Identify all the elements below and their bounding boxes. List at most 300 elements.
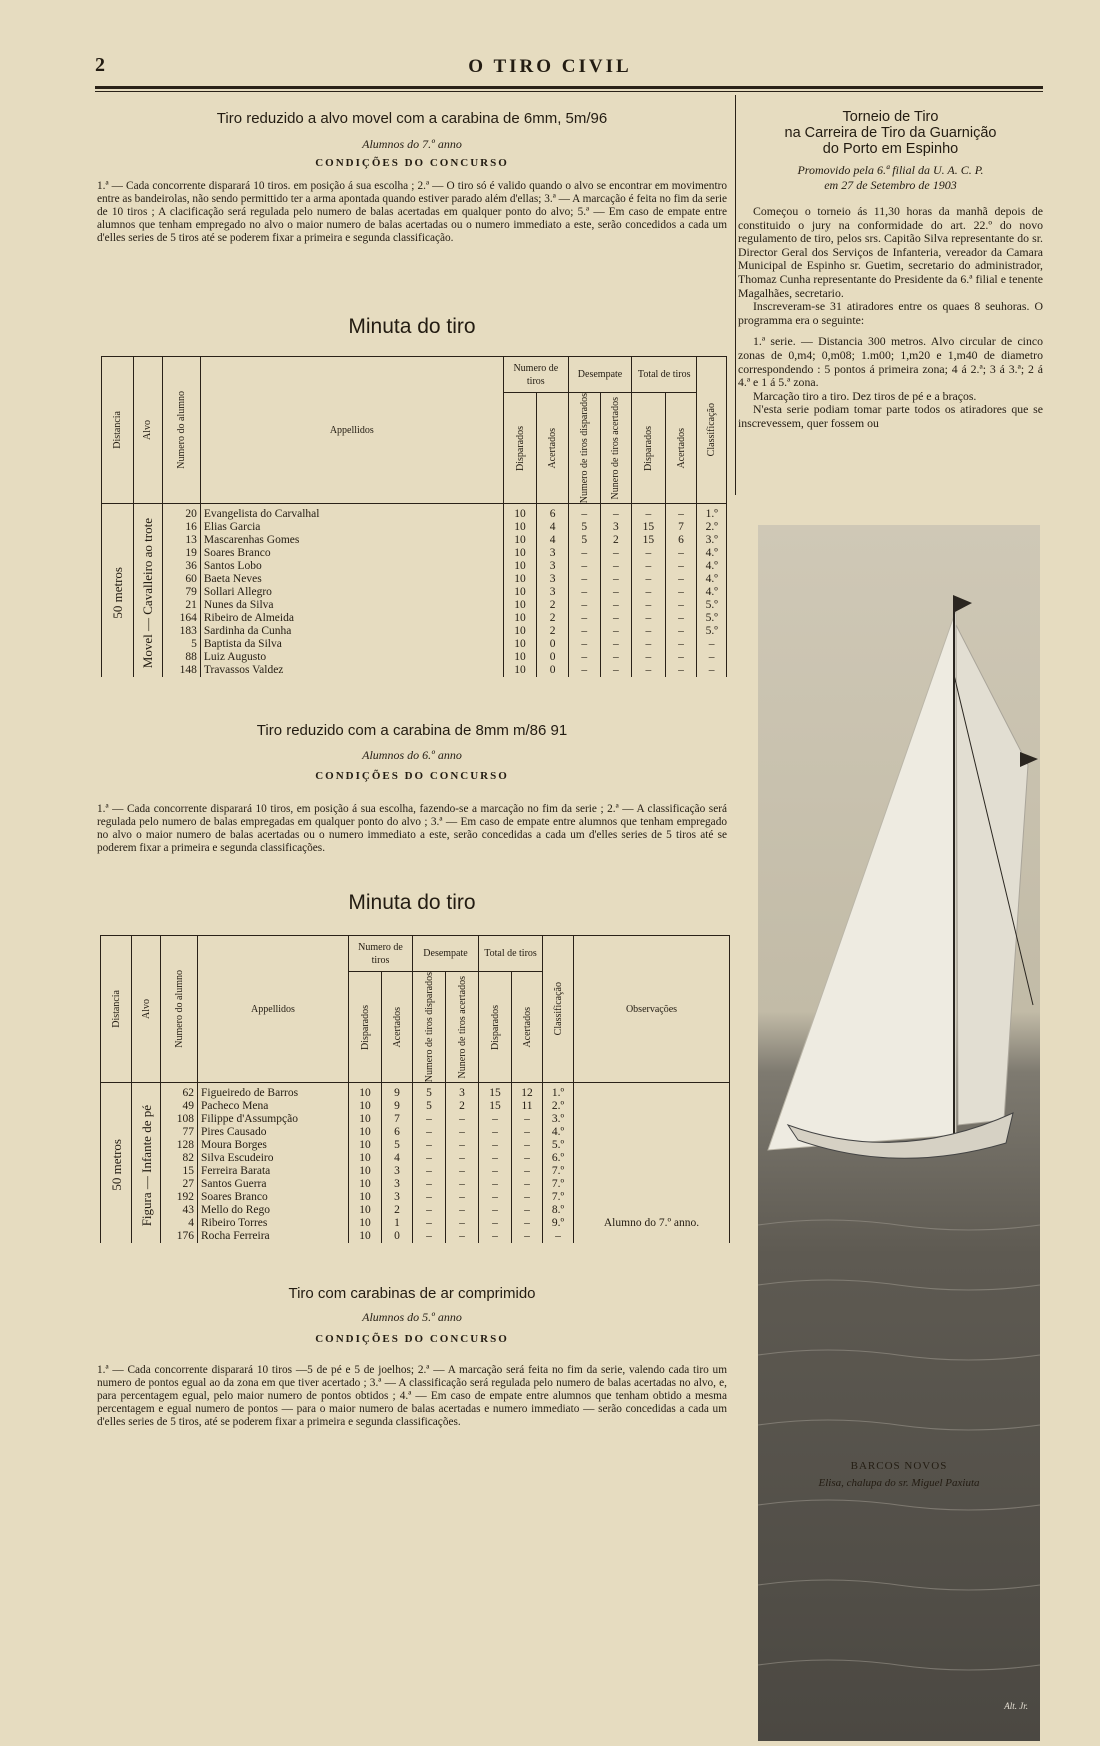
score-cell: – xyxy=(600,664,632,677)
col-acertados: Acertados xyxy=(547,427,559,469)
score-cell: 4 xyxy=(537,534,569,547)
header-rule xyxy=(95,86,1043,89)
alvo-cell xyxy=(132,1083,161,1244)
table-row xyxy=(101,1126,730,1139)
score-cell: – xyxy=(600,504,632,522)
score-cell: 2.º xyxy=(697,521,727,534)
newspaper-title: O TIRO CIVIL xyxy=(468,56,632,77)
score-cell xyxy=(574,1100,730,1113)
section3-title: Tiro com carabinas de ar comprimido xyxy=(288,1285,536,1302)
alumno-name: Pires Causado xyxy=(198,1126,349,1139)
score-cell: 1 xyxy=(382,1217,413,1230)
score-cell: – xyxy=(632,625,666,638)
table-row xyxy=(101,1217,730,1230)
score-cell: – xyxy=(446,1217,479,1230)
score-cell: – xyxy=(413,1204,446,1217)
score-cell: – xyxy=(600,547,632,560)
score-cell: – xyxy=(568,664,600,677)
col-total-disparados: Disparados xyxy=(642,425,654,471)
score-cell: 10 xyxy=(349,1204,382,1217)
score-cell: – xyxy=(665,599,697,612)
score-cell: 4.º xyxy=(697,547,727,560)
score-cell: – xyxy=(512,1126,543,1139)
score-cell: – xyxy=(446,1113,479,1126)
score-cell: – xyxy=(479,1230,512,1243)
alumno-name: Rocha Ferreira xyxy=(198,1230,349,1243)
table-row xyxy=(102,599,727,612)
photo-caption-text: Elisa, chalupa do sr. Miguel Paxiuta xyxy=(818,1477,980,1489)
score-cell: – xyxy=(512,1165,543,1178)
col-alvo: Alvo xyxy=(142,420,154,441)
score-cell: 10 xyxy=(503,664,537,677)
score-cell: – xyxy=(479,1152,512,1165)
score-cell: – xyxy=(446,1230,479,1243)
alumno-number: 5 xyxy=(163,638,201,651)
col-distancia: Distancia xyxy=(110,990,122,1029)
score-cell: 12 xyxy=(512,1083,543,1101)
alumno-name: Filippe d'Assumpção xyxy=(198,1113,349,1126)
score-cell: – xyxy=(600,573,632,586)
score-cell: 10 xyxy=(349,1113,382,1126)
score-cell xyxy=(574,1230,730,1243)
photo-signature: Alt. Jr. xyxy=(1004,1701,1028,1711)
score-cell: 15 xyxy=(479,1100,512,1113)
table-row xyxy=(102,547,727,560)
score-cell: 10 xyxy=(503,586,537,599)
alumno-name: Figueiredo de Barros xyxy=(198,1083,349,1101)
score-cell: 7.º xyxy=(543,1165,574,1178)
score-cell: – xyxy=(697,638,727,651)
score-cell: 10 xyxy=(503,521,537,534)
score-cell: 7.º xyxy=(543,1191,574,1204)
col-numero-tiros: Numero de tiros xyxy=(349,936,413,972)
sidebar-promo-line2: em 27 de Setembro de 1903 xyxy=(824,178,957,192)
score-cell: – xyxy=(446,1178,479,1191)
score-cell: 5.º xyxy=(697,625,727,638)
score-cell: – xyxy=(568,651,600,664)
sailboat-photo xyxy=(758,525,1040,1741)
score-cell: 10 xyxy=(503,651,537,664)
section2-title: Tiro reduzido com a carabina de 8mm m/86 91 xyxy=(256,722,568,739)
score-cell xyxy=(574,1113,730,1126)
col-desempate-disparados: Numero de tiros disparados xyxy=(423,972,435,1083)
table-row xyxy=(102,664,727,677)
col-observacoes: Observações xyxy=(574,936,730,1083)
score-cell: 15 xyxy=(632,534,666,547)
score-cell: 5.º xyxy=(543,1139,574,1152)
alumno-name: Soares Branco xyxy=(200,547,503,560)
score-cell: – xyxy=(479,1217,512,1230)
score-cell: – xyxy=(479,1126,512,1139)
alumno-name: Ribeiro de Almeida xyxy=(200,612,503,625)
alumno-name: Ribeiro Torres xyxy=(198,1217,349,1230)
score-cell: 10 xyxy=(503,625,537,638)
alumno-number: 16 xyxy=(163,521,201,534)
score-cell: – xyxy=(413,1217,446,1230)
score-cell xyxy=(574,1152,730,1165)
table-row xyxy=(101,1152,730,1165)
score-cell: – xyxy=(479,1139,512,1152)
section1-subtitle: Alumnos do 7.º anno xyxy=(362,137,462,151)
score-cell: – xyxy=(632,504,666,522)
alumno-name: Baptista da Silva xyxy=(200,638,503,651)
col-numero: Numero do alumno xyxy=(176,391,188,470)
score-cell: – xyxy=(568,573,600,586)
col-appellidos: Appellidos xyxy=(200,357,503,504)
table-row xyxy=(101,1083,730,1101)
score-cell: 10 xyxy=(503,612,537,625)
score-cell xyxy=(574,1191,730,1204)
table-row xyxy=(102,504,727,522)
alumno-number: 49 xyxy=(161,1100,198,1113)
alumno-number: 79 xyxy=(163,586,201,599)
alumno-name: Soares Branco xyxy=(198,1191,349,1204)
alumno-number: 43 xyxy=(161,1204,198,1217)
score-cell: – xyxy=(632,599,666,612)
alumno-number: 62 xyxy=(161,1083,198,1101)
alumno-name: Pacheco Mena xyxy=(198,1100,349,1113)
score-cell: 5.º xyxy=(697,599,727,612)
alvo-value: Movel — Cavalleiro ao trote xyxy=(140,517,156,668)
score-cell: 10 xyxy=(349,1191,382,1204)
alumno-number: 21 xyxy=(163,599,201,612)
table-row xyxy=(102,573,727,586)
score-cell: 5 xyxy=(568,534,600,547)
score-cell: – xyxy=(600,638,632,651)
column-divider xyxy=(735,95,736,495)
section3-conditions-text: 1.ª — Cada concorrente disparará 10 tiros —5 de pé e 5 de joelhos; 2.ª — A marcação será feita no fim da serie, valendo cada tiro um numero de pontos egual ao da zona em que tiver acertado ; 3.ª — A classificação será regulada pelo numero de balas acertadas no alvo, e, para percentagem egual, pelo maior numero de pontos obtidos ; 4.ª — Em caso de empate entre alumnos que tenham obtido a mesma percentagem e egual numero de pontos — para o maior numero de balas acertadas e numero immediato — serão concedidas a cada um d'elles series de 5 tiros, até se poderem fixar a primeira e segunda classificações. xyxy=(97,1364,727,1428)
score-cell: 10 xyxy=(349,1100,382,1113)
score-cell: – xyxy=(479,1165,512,1178)
score-cell: – xyxy=(512,1230,543,1243)
col-appellidos: Appellidos xyxy=(198,936,349,1083)
col-desempate: Desempate xyxy=(568,357,631,393)
score-cell: 10 xyxy=(349,1152,382,1165)
section1-title: Tiro reduzido a alvo movel com a carabina de 6mm, 5m/96 xyxy=(216,110,608,127)
score-cell: 7 xyxy=(665,521,697,534)
sailboat-illustration xyxy=(758,525,1040,1741)
section1-minuta-title: Minuta do tiro xyxy=(348,315,476,338)
col-acertados: Acertados xyxy=(391,1006,403,1048)
score-cell: 6 xyxy=(665,534,697,547)
score-cell: – xyxy=(413,1165,446,1178)
score-cell: – xyxy=(512,1217,543,1230)
score-cell: 3 xyxy=(600,521,632,534)
col-classificacao: Classificação xyxy=(706,403,718,457)
score-cell xyxy=(574,1204,730,1217)
score-cell: – xyxy=(665,560,697,573)
table-row xyxy=(102,534,727,547)
alumno-number: 164 xyxy=(163,612,201,625)
score-cell: Alumno do 7.º anno. xyxy=(574,1217,730,1230)
score-cell: – xyxy=(512,1204,543,1217)
score-cell: 4.º xyxy=(543,1126,574,1139)
table-row xyxy=(102,521,727,534)
score-cell: 4.º xyxy=(697,560,727,573)
score-cell: 8.º xyxy=(543,1204,574,1217)
score-cell: 3 xyxy=(537,547,569,560)
score-cell: 3 xyxy=(382,1178,413,1191)
score-cell: – xyxy=(479,1204,512,1217)
alumno-name: Silva Escudeiro xyxy=(198,1152,349,1165)
alumno-number: 20 xyxy=(163,504,201,522)
score-cell: – xyxy=(600,651,632,664)
alumno-name: Baeta Neves xyxy=(200,573,503,586)
col-classificacao: Classificação xyxy=(552,982,564,1036)
score-cell: – xyxy=(446,1165,479,1178)
table-row xyxy=(101,1230,730,1243)
section1-conditions-heading: CONDIÇÕES DO CONCURSO xyxy=(315,157,509,169)
table-row xyxy=(102,625,727,638)
score-cell: 3 xyxy=(537,560,569,573)
score-cell: – xyxy=(600,599,632,612)
table-row xyxy=(101,1113,730,1126)
score-cell: 3 xyxy=(382,1165,413,1178)
alumno-number: 82 xyxy=(161,1152,198,1165)
col-numero-tiros: Numero de tiros xyxy=(503,357,568,393)
score-cell: 2 xyxy=(537,599,569,612)
alumno-name: Mascarenhas Gomes xyxy=(200,534,503,547)
score-cell: 7 xyxy=(382,1113,413,1126)
minuta-table-1 xyxy=(101,356,727,677)
score-cell: 6 xyxy=(537,504,569,522)
header-rule-thin xyxy=(95,91,1043,92)
score-cell: 15 xyxy=(632,521,666,534)
table-row xyxy=(101,1204,730,1217)
score-cell xyxy=(574,1126,730,1139)
score-cell: – xyxy=(446,1204,479,1217)
alumno-name: Evangelista do Carvalhal xyxy=(200,504,503,522)
score-cell: – xyxy=(413,1191,446,1204)
score-cell: 2 xyxy=(600,534,632,547)
score-cell: 0 xyxy=(537,664,569,677)
table-row xyxy=(101,1100,730,1113)
score-cell: 1.º xyxy=(543,1083,574,1101)
score-cell: 2.º xyxy=(543,1100,574,1113)
alumno-name: Moura Borges xyxy=(198,1139,349,1152)
score-cell: – xyxy=(512,1152,543,1165)
score-cell: 3.º xyxy=(543,1113,574,1126)
score-cell xyxy=(574,1083,730,1101)
photo-caption-title: BARCOS NOVOS xyxy=(850,1460,948,1472)
score-cell: 5 xyxy=(382,1139,413,1152)
col-total-acertados: Acertados xyxy=(675,427,687,469)
score-cell xyxy=(574,1139,730,1152)
page-number: 2 xyxy=(95,54,105,76)
alumno-number: 36 xyxy=(163,560,201,573)
score-cell: – xyxy=(665,651,697,664)
score-cell: – xyxy=(568,612,600,625)
score-cell: – xyxy=(446,1152,479,1165)
col-numero: Numero do alumno xyxy=(173,970,185,1049)
alumno-number: 60 xyxy=(163,573,201,586)
score-cell: – xyxy=(568,625,600,638)
table-row xyxy=(102,638,727,651)
table-row xyxy=(101,1165,730,1178)
score-cell: – xyxy=(568,560,600,573)
score-cell: 6.º xyxy=(543,1152,574,1165)
score-cell: – xyxy=(446,1191,479,1204)
score-cell: – xyxy=(512,1191,543,1204)
score-cell: 3 xyxy=(446,1083,479,1101)
score-cell: – xyxy=(665,664,697,677)
score-cell: – xyxy=(413,1139,446,1152)
col-desempate: Desempate xyxy=(413,936,479,972)
score-cell xyxy=(574,1178,730,1191)
section2-conditions-text: 1.ª — Cada concorrente disparará 10 tiros, em posição á sua escolha, fazendo-se a marcação no fim da serie ; 2.ª — A classificação será regulada pelo numero de balas empregadas em qualquer ponto do alvo ; 3.ª — Em caso de empate entre alumnos que tenham empregado no alvo o maior numero de balas acertadas ou o numero immediato a este, serão concedidas a cada um d'elles series de 5 tiros até se poderem fixar a primeira e segunda classificações. xyxy=(97,803,727,854)
score-cell: 10 xyxy=(349,1126,382,1139)
score-cell: 10 xyxy=(349,1178,382,1191)
score-cell: 3 xyxy=(537,573,569,586)
score-cell: 10 xyxy=(503,504,537,522)
alumno-number: 148 xyxy=(163,664,201,677)
distance-cell xyxy=(102,504,134,678)
score-cell: – xyxy=(665,612,697,625)
col-desempate-disparados: Numero de tiros disparados xyxy=(578,393,590,504)
section2-conditions-heading: CONDIÇÕES DO CONCURSO xyxy=(315,770,509,782)
score-cell: 10 xyxy=(503,547,537,560)
score-cell: – xyxy=(446,1139,479,1152)
score-cell: 2 xyxy=(537,612,569,625)
alumno-name: Sollari Allegro xyxy=(200,586,503,599)
alumno-number: 27 xyxy=(161,1178,198,1191)
score-cell: – xyxy=(600,625,632,638)
score-cell: – xyxy=(632,651,666,664)
score-cell: – xyxy=(568,638,600,651)
col-disparados: Disparados xyxy=(359,1004,371,1050)
score-cell: – xyxy=(413,1152,446,1165)
score-cell: – xyxy=(512,1113,543,1126)
score-cell: – xyxy=(665,586,697,599)
col-distancia: Distancia xyxy=(111,411,123,450)
score-cell: – xyxy=(543,1230,574,1243)
score-cell: 3 xyxy=(537,586,569,599)
score-cell: – xyxy=(697,664,727,677)
score-cell: – xyxy=(413,1126,446,1139)
score-cell: – xyxy=(665,625,697,638)
score-cell: 10 xyxy=(349,1217,382,1230)
score-cell: 10 xyxy=(503,534,537,547)
score-cell: 2 xyxy=(446,1100,479,1113)
score-cell: 3 xyxy=(382,1191,413,1204)
distance-value: 50 metros xyxy=(108,1139,124,1192)
score-cell: 10 xyxy=(503,573,537,586)
score-cell: – xyxy=(413,1178,446,1191)
score-cell: 4.º xyxy=(697,586,727,599)
alumno-name: Sardinha da Cunha xyxy=(200,625,503,638)
score-cell: – xyxy=(479,1191,512,1204)
table-row xyxy=(101,1139,730,1152)
alumno-number: 128 xyxy=(161,1139,198,1152)
col-total: Total de tiros xyxy=(479,936,543,972)
score-cell: 5 xyxy=(413,1100,446,1113)
table-row xyxy=(101,1178,730,1191)
col-desempate-acertados: Nunero de tiros acertados xyxy=(456,975,468,1079)
score-cell: 15 xyxy=(479,1083,512,1101)
score-cell: – xyxy=(632,664,666,677)
alumno-number: 192 xyxy=(161,1191,198,1204)
alumno-name: Travassos Valdez xyxy=(200,664,503,677)
score-cell: – xyxy=(632,560,666,573)
score-cell: – xyxy=(600,612,632,625)
score-cell: 7.º xyxy=(543,1178,574,1191)
score-cell: – xyxy=(600,586,632,599)
col-total-disparados: Disparados xyxy=(489,1004,501,1050)
alumno-number: 13 xyxy=(163,534,201,547)
score-cell: – xyxy=(632,573,666,586)
score-cell: 6 xyxy=(382,1126,413,1139)
score-cell: 10 xyxy=(503,638,537,651)
section3-subtitle: Alumnos do 5.º anno xyxy=(362,1310,462,1324)
score-cell: – xyxy=(600,560,632,573)
distance-value: 50 metros xyxy=(109,566,125,619)
score-cell: 0 xyxy=(537,638,569,651)
score-cell: – xyxy=(632,586,666,599)
score-cell: 9 xyxy=(382,1083,413,1101)
score-cell: 9 xyxy=(382,1100,413,1113)
score-cell: – xyxy=(665,638,697,651)
score-cell: – xyxy=(632,547,666,560)
score-cell: – xyxy=(665,504,697,522)
col-total-acertados: Acertados xyxy=(521,1006,533,1048)
score-cell: – xyxy=(632,638,666,651)
alumno-name: Luiz Augusto xyxy=(200,651,503,664)
score-cell: 4 xyxy=(382,1152,413,1165)
alumno-number: 183 xyxy=(163,625,201,638)
alumno-number: 4 xyxy=(161,1217,198,1230)
table-row xyxy=(102,586,727,599)
score-cell: 0 xyxy=(382,1230,413,1243)
alumno-number: 19 xyxy=(163,547,201,560)
score-cell: 5 xyxy=(568,521,600,534)
score-cell: 10 xyxy=(349,1165,382,1178)
alumno-name: Elias Garcia xyxy=(200,521,503,534)
score-cell: – xyxy=(568,599,600,612)
minuta-table-2 xyxy=(100,935,730,1243)
score-cell: – xyxy=(479,1113,512,1126)
alvo-cell xyxy=(133,504,163,678)
alumno-name: Mello do Rego xyxy=(198,1204,349,1217)
section2-subtitle: Alumnos do 6.º anno xyxy=(362,748,462,762)
alumno-number: 108 xyxy=(161,1113,198,1126)
score-cell: – xyxy=(446,1126,479,1139)
score-cell: – xyxy=(568,586,600,599)
col-desempate-acertados: Nunero de tiros acertados xyxy=(610,396,622,500)
score-cell: 10 xyxy=(349,1083,382,1101)
alumno-number: 77 xyxy=(161,1126,198,1139)
alumno-name: Santos Lobo xyxy=(200,560,503,573)
score-cell: – xyxy=(568,504,600,522)
score-cell: – xyxy=(697,651,727,664)
score-cell: 1.º xyxy=(697,504,727,522)
score-cell: – xyxy=(512,1139,543,1152)
alumno-name: Ferreira Barata xyxy=(198,1165,349,1178)
score-cell: 5.º xyxy=(697,612,727,625)
score-cell: – xyxy=(632,612,666,625)
alumno-number: 88 xyxy=(163,651,201,664)
score-cell: 5 xyxy=(413,1083,446,1101)
score-cell: 10 xyxy=(349,1139,382,1152)
sidebar-title: Torneio de Tiro na Carreira de Tiro da Guarnição do Porto em Espinho xyxy=(784,109,997,157)
sidebar-article: Começou o torneio ás 11,30 horas da manhã depois de constituido o jury na conformidade do art. 22.º do novo regulamento de tiro, pelos srs. Capitão Silva representante do sr. Director Geral dos Serviços de Infanteria, vereador da Camara Municipal de Espinho sr. Guetim, secretario do administrador, Thomaz Cunha representante do Presidente da 6.ª filial e tenente Magalhães, secretario. Inscreveram-se 31 atiradores entre os quaes 8 seuhoras. O programma era o seguinte: 1.ª serie. — Distancia 300 metros. Alvo circular de cinco zonas de 0,m4; 0,m08; 1.m00; 1,m20 e 1,m40 de diametro correspondendo : 5 pontos á primeira zona; 4 á 2.ª; 3 á 3.ª; 2 á 4.ª e 1 á 5.ª zona. Marcação tiro a tiro. Dez tiros de pé e a braços. N'esta serie podiam tomar parte todos os atiradores que se inscrevessem, quer fossem ou xyxy=(738,204,1043,430)
score-cell: – xyxy=(568,547,600,560)
score-cell: – xyxy=(665,547,697,560)
score-cell: 4.º xyxy=(697,573,727,586)
score-cell: 0 xyxy=(537,651,569,664)
table-row xyxy=(101,1191,730,1204)
score-cell: – xyxy=(413,1230,446,1243)
score-cell: 4 xyxy=(537,521,569,534)
